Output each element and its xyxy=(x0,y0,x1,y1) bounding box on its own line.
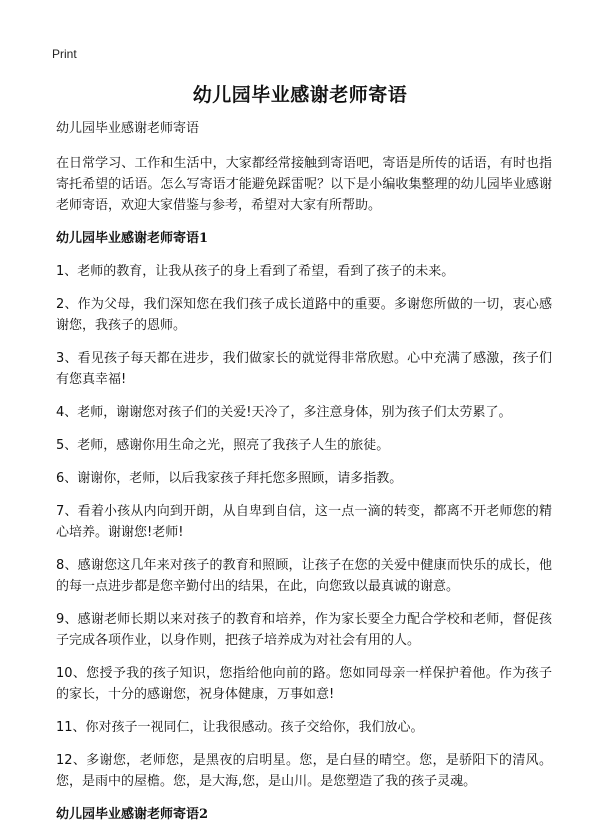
page-title: 幼儿园毕业感谢老师寄语 xyxy=(192,84,408,106)
list-item: 1、老师的教育，让我从孩子的身上看到了希望，看到了孩子的未来。 xyxy=(56,264,455,279)
list-item: 8、感谢您这几年来对孩子的教育和照顾，让孩子在您的关爱中健康而快乐的成长，他的每一点进步都是您辛勤付出的结果，在此，向您致以最真诚的谢意。 xyxy=(56,558,552,594)
list-item: 12、多谢您，老师您，是黑夜的启明星。您，是白昼的晴空。您，是骄阳下的清风。您，是雨中的屋檐。您，是大海,您，是山川。是您塑造了我的孩子灵魂。 xyxy=(56,753,552,789)
list-item: 9、感谢老师长期以来对孩子的教育和培养，作为家长要全力配合学校和老师，督促孩子完成各项作业，以身作则，把孩子培养成为对社会有用的人。 xyxy=(56,612,552,648)
print-link[interactable]: Print xyxy=(52,47,77,61)
intro-paragraph: 在日常学习、工作和生活中，大家都经常接触到寄语吧，寄语是所传的话语，有时也指寄托希望的话语。怎么写寄语才能避免踩雷呢？以下是小编收集整理的幼儿园毕业感谢老师寄语，欢迎大家借鉴与参考，希望对大家有所帮助。 xyxy=(56,156,552,213)
list-item: 3、看见孩子每天都在进步，我们做家长的就觉得非常欣慰。心中充满了感激，孩子们有您真幸福! xyxy=(56,351,552,387)
list-item: 4、老师，谢谢您对孩子们的关爱!天冷了，多注意身体，别为孩子们太劳累了。 xyxy=(56,405,512,420)
list-item: 2、作为父母，我们深知您在我们孩子成长道路中的重要。多谢您所做的一切，衷心感谢您，我孩子的恩师。 xyxy=(56,297,552,333)
section-heading-2: 幼儿园毕业感谢老师寄语2 xyxy=(56,807,209,822)
list-item: 5、老师，感谢你用生命之光，照亮了我孩子人生的旅徒。 xyxy=(56,438,390,453)
list-item: 10、您授予我的孩子知识，您指给他向前的路。您如同母亲一样保护着他。作为孩子的家长，十分的感谢您，祝身体健康，万事如意! xyxy=(56,666,552,702)
list-item: 6、谢谢你，老师，以后我家孩子拜托您多照顾，请多指教。 xyxy=(56,471,403,486)
article-body xyxy=(56,118,552,837)
list-item: 11、你对孩子一视同仁，让我很感动。孩子交给你，我们放心。 xyxy=(56,720,424,735)
section-heading-1: 幼儿园毕业感谢老师寄语1 xyxy=(56,231,209,246)
article-subtitle: 幼儿园毕业感谢老师寄语 xyxy=(56,121,200,136)
list-item: 7、看着小孩从内向到开朗，从自卑到自信，这一点一滴的转变，都离不开老师您的精心培养。谢谢您!老师! xyxy=(56,504,552,540)
